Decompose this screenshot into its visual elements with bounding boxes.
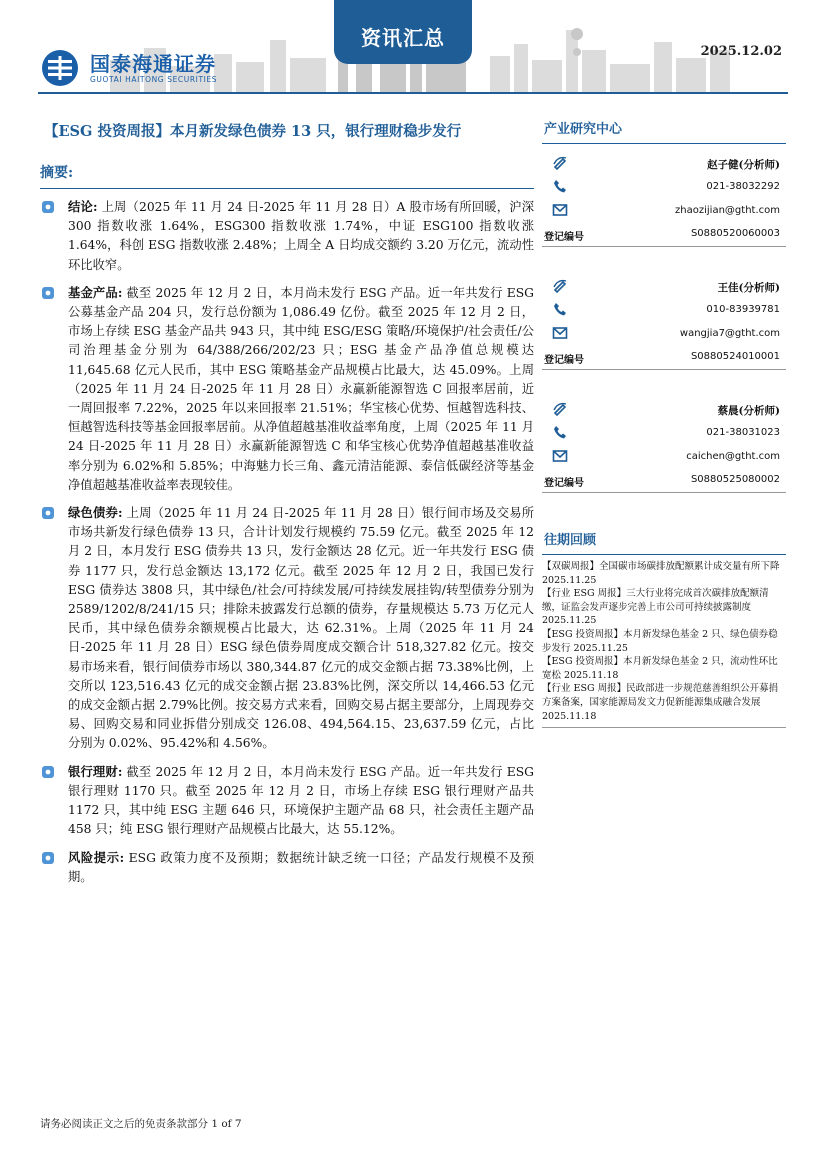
bullet-label: 结论: <box>68 199 98 214</box>
past-report-link[interactable]: 【ESG 投资周报】本月新发绿色基金 2 只，流动性环比宽松 2025.11.18 <box>542 656 778 681</box>
past-report-link[interactable]: 【ESG 投资周报】本月新发绿色基金 2 只、绿色债券稳步发行 2025.11.25 <box>542 628 778 654</box>
header-divider <box>38 92 788 94</box>
sidebar <box>542 118 786 728</box>
registration-label: 登记编号 <box>544 232 584 243</box>
summary-heading: 摘要: <box>40 165 74 181</box>
analyst-email[interactable]: wangjia7@gtht.com <box>679 328 780 339</box>
bullet-label: 绿色债券: <box>68 505 123 521</box>
bullet-text: 截至 2025 年 12 月 2 日，本月尚未发行 ESG 产品。近一年共发行 ESG 银行理财 1170 只。截至 2025 年 12 月 2 日，市场上存续 ESG 银行理财产品共 1172 只，其中纯 ESG 主题 646 只，环境保护主题产品 68 只，社会责任主题产品 458 只；纯 ESG 银行理财产品规模占比最大，达 55.12%。 <box>68 764 534 837</box>
disclaimer-footer: 请务必阅读正文之后的免责条款部分 1 of 7 <box>40 1118 242 1130</box>
past-report-link[interactable]: 【双碳周报】全国碳市场碳排放配额累计成交量有所下降 2025.11.25 <box>542 561 780 586</box>
pen-icon <box>552 154 568 170</box>
bullet-icon <box>42 201 54 213</box>
analyst-email[interactable]: zhaozijian@gtht.com <box>675 205 780 216</box>
summary-bullet-green-bonds <box>40 503 534 754</box>
analyst-name: 王佳(分析师) <box>717 282 780 294</box>
email-icon <box>552 202 568 218</box>
report-title: 【ESG 投资周报】本月新发绿色债券 13 只，银行理财稳步发行 <box>44 123 462 140</box>
past-reports-divider <box>542 554 786 555</box>
sidebar-divider <box>542 143 786 144</box>
bullet-label: 风险提示: <box>68 849 125 865</box>
logo-mark-icon <box>38 48 82 88</box>
analyst-card <box>542 275 786 370</box>
company-logo <box>38 48 217 88</box>
report-type-label: 资讯汇总 <box>361 26 445 50</box>
bullet-text: 截至 2025 年 12 月 2 日，本月尚未发行 ESG 产品。近一年共发行 ESG 公募基金产品 204 只，发行总份额为 1,086.49 亿份。截至 2025 年 12 月 2 日，市场上存续 ESG 基金产品共 943 只，其中纯 ESG/ESG 策略/环境保护/社会责任/公司治理基金分别为 64/388/266/202/23 只；ESG 基金产品净值总规模达 11,645.68 亿元人民币，其中 ESG 策略基金产品规模占比最大，达 45.09%。上周（2025 年 11 月 24 日-2025 年 11 月 28 日）永赢新能源智选 C 回报率居前，近一周回报率 7.22%，2025 年以来回报率 21.51%；华宝核心优势、恒越智选科技、恒越智选科技等基金回报率居前。从净值超越基准收益率角度，上周（2025 年 11 月 24 日-2025 年 11 月 28 日）永赢新能源智选 C 和华宝核心优势净值超越基准收益率分别为 6.02%和 5.85%；中海魅力长三角、鑫元清洁能源、泰信低碳经济等基金净值超越基准收益率表现较佳。 <box>68 285 534 492</box>
pen-icon <box>552 400 568 416</box>
bullet-icon <box>42 852 54 864</box>
analyst-name: 蔡晨(分析师) <box>717 405 780 417</box>
past-reports-list <box>542 560 786 723</box>
analyst-email[interactable]: caichen@gtht.com <box>686 451 780 462</box>
analyst-card <box>542 398 786 493</box>
email-icon <box>552 448 568 464</box>
summary-bullet-bank-wealth <box>40 762 534 840</box>
bullet-icon <box>42 287 54 299</box>
registration-number: S0880520060003 <box>690 228 780 239</box>
registration-number: S0880525080002 <box>690 474 780 485</box>
past-reports-heading: 往期回顾 <box>544 533 597 548</box>
analyst-phone: 021-38031023 <box>706 427 780 438</box>
bullet-text: 上周（2025 年 11 月 24 日-2025 年 11 月 28 日）银行间市场及交易所市场共新发行绿色债券 13 只，合计计划发行规模约 75.59 亿元。截至 2025 年 12 月 2 日，本月发行 ESG 债券共 13 只，发行金额达 28 亿元。近一年共发行 ESG 债券 1177 只，发行总金额达 13,172 亿元。截至 2025 年 12 月 2 日，我国已发行 ESG 债券达 3808 只，其中绿色/社会/可持续发展/可持续发展挂钩/转型债券分别为 2589/1202/8/241/15 只；排除未披露发行总额的债券，存量规模达 5.73 万亿元人民币，其中绿色债券余额规模占比最大，达 62.31%。上周（2025 年 11 月 24 日-2025 年 11 月 28 日）ESG 绿色债券周度成交额合计 518,327.82 亿元。按交易市场来看，银行间债券市场以 380,344.87 亿元的成交金额占据 73.38%比例，上交所以 123,516.43 亿元的成交金额占据 23.83%比例，深交所以 14,466.53 亿元的成交金额占据 2.79%比例。按交易方式来看，回购交易占据主要部分，上周现券交易、回购交易和同业拆借分别成交 126.08、494,564.15、23,637.59 亿元，占比分别为 0.02%、95.42%和 4.56%。 <box>68 506 534 751</box>
main-column <box>40 118 534 887</box>
summary-divider <box>40 188 534 189</box>
bullet-text: ESG 政策力度不及预期；数据统计缺乏统一口径；产品发行规模不及预期。 <box>68 850 534 884</box>
bullet-icon <box>42 766 54 778</box>
past-reports-end-line <box>542 727 786 728</box>
summary-bullet-funds <box>40 283 534 495</box>
pen-icon <box>552 277 568 293</box>
bullet-label: 基金产品: <box>68 284 123 300</box>
analyst-card <box>542 152 786 247</box>
summary-bullet-risk <box>40 848 534 887</box>
email-icon <box>552 325 568 341</box>
analyst-phone: 021-38032292 <box>706 181 780 192</box>
phone-icon <box>552 301 568 317</box>
summary-bullet-conclusion <box>40 197 534 275</box>
bullet-text: 上周（2025 年 11 月 24 日-2025 年 11 月 28 日）A 股市场有所回暖，沪深 300 指数收涨 1.64%，ESG300 指数收涨 1.74%，中证 ESG100 指数收涨 1.64%，科创 ESG 指数收涨 2.48%；上周全 A 日均成交额约 3.20 万亿元，流动性环比收窄。 <box>68 200 535 272</box>
bullet-label: 银行理财: <box>68 763 123 779</box>
registration-label: 登记编号 <box>544 478 584 489</box>
past-reports-section <box>542 529 786 728</box>
past-report-link[interactable]: 【行业 ESG 周报】三大行业将完成首次碳排放配额清缴，证监会发声逐步完善上市公司可持续披露制度 2025.11.25 <box>542 588 769 627</box>
analyst-name: 赵子健(分析师) <box>707 159 780 171</box>
research-center-heading: 产业研究中心 <box>544 122 623 137</box>
phone-icon <box>552 178 568 194</box>
logo-english-name: GUOTAI HAITONG SECURITIES <box>90 74 218 84</box>
registration-number: S0880524010001 <box>690 351 780 362</box>
past-report-link[interactable]: 【行业 ESG 周报】民政部进一步规范慈善组织公开募捐方案备案，国家能源局发文力促新能源集成融合发展 2025.11.18 <box>542 683 779 722</box>
registration-label: 登记编号 <box>544 355 584 366</box>
analyst-phone: 010-83939781 <box>706 304 780 315</box>
report-date: 2025.12.02 <box>700 44 782 59</box>
phone-icon <box>552 424 568 440</box>
report-type-tab <box>334 0 472 64</box>
report-header <box>0 0 826 96</box>
logo-chinese-name: 国泰海通证券 <box>90 51 216 76</box>
bullet-icon <box>42 507 54 519</box>
